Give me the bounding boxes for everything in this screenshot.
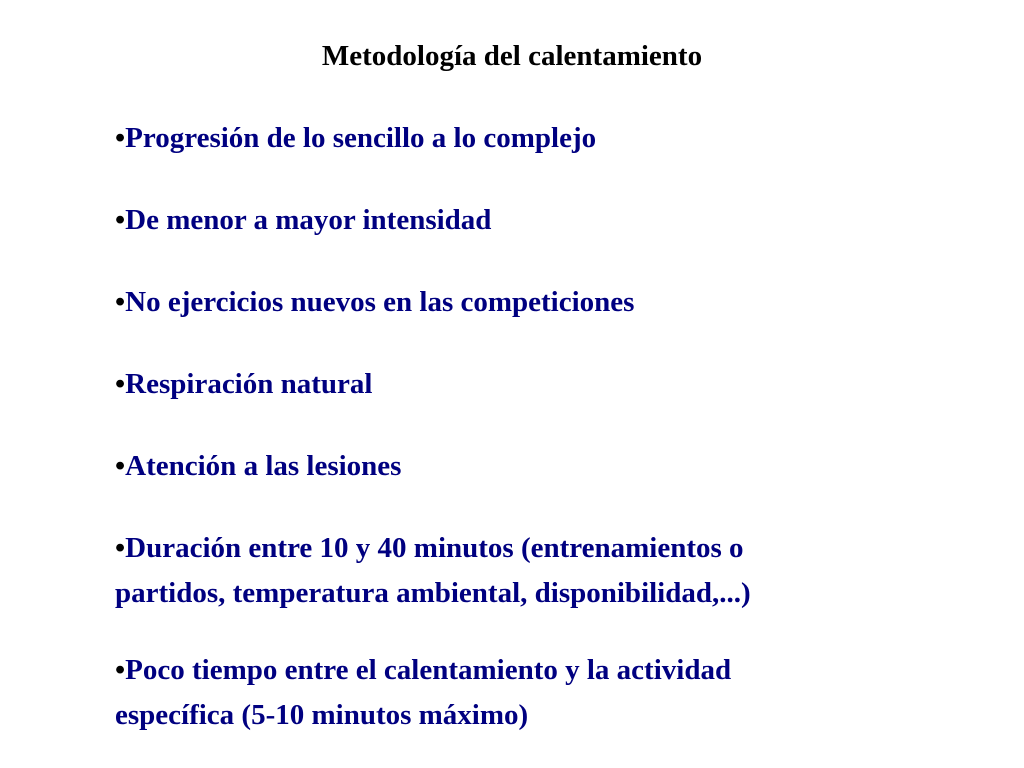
- bullet-text: Atención a las lesiones: [125, 450, 402, 482]
- bullet-text: Progresión de lo sencillo a lo complejo: [125, 122, 597, 154]
- bullet-text: Duración entre 10 y 40 minutos (entrenamientos o: [125, 532, 744, 564]
- bullet-item: [115, 116, 915, 161]
- bullet-item: [115, 280, 915, 325]
- bullet-text: Poco tiempo entre el calentamiento y la actividad: [125, 654, 732, 686]
- bullet-marker: •: [115, 654, 126, 686]
- bullet-item: [115, 362, 915, 407]
- bullet-marker: •: [115, 450, 126, 482]
- bullet-marker: •: [115, 368, 126, 400]
- bullet-text: Respiración natural: [125, 368, 373, 400]
- bullet-text-continuation: partidos, temperatura ambiental, disponibilidad,...): [115, 577, 751, 609]
- bullet-item: [115, 648, 915, 738]
- bullet-text: De menor a mayor intensidad: [125, 204, 492, 236]
- bullet-marker: •: [115, 204, 126, 236]
- bullet-item: [115, 444, 915, 489]
- bullet-marker: •: [115, 532, 126, 564]
- bullet-marker: •: [115, 286, 126, 318]
- bullet-item: [115, 526, 915, 616]
- slide-title: Metodología del calentamiento: [321, 40, 703, 72]
- bullet-item: [115, 198, 915, 243]
- bullet-text-continuation: específica (5-10 minutos máximo): [115, 699, 529, 731]
- bullet-marker: •: [115, 122, 126, 154]
- bullet-text: No ejercicios nuevos en las competiciones: [125, 286, 635, 318]
